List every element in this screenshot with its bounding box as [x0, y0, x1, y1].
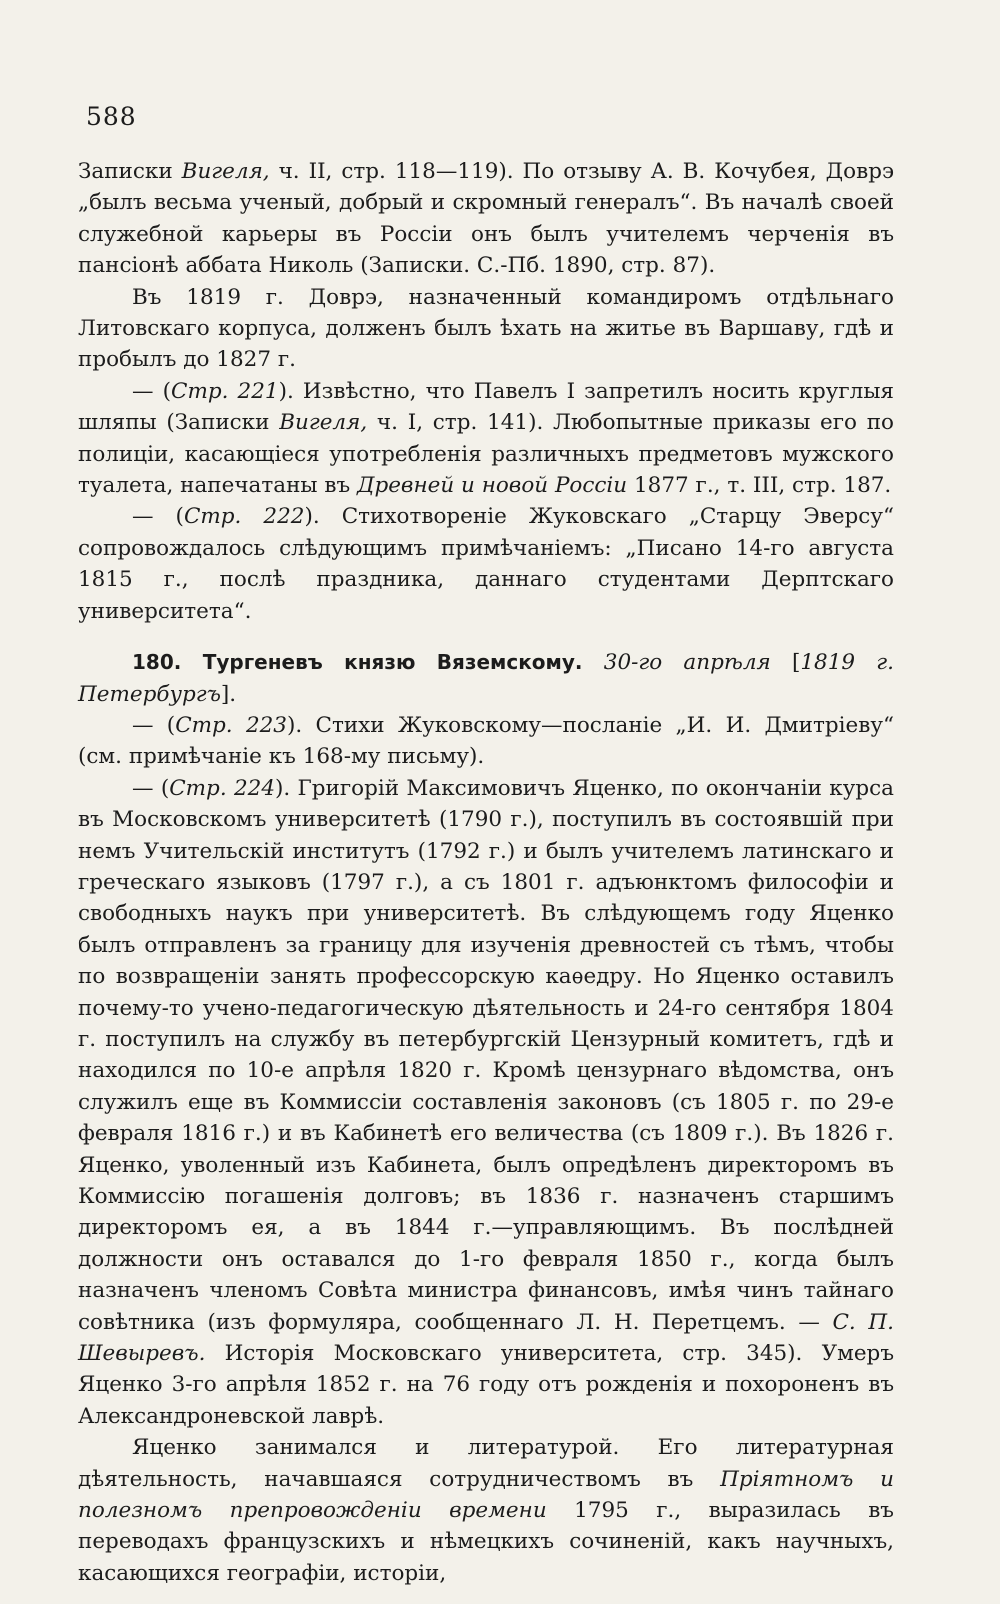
- body-text: [78, 156, 894, 1589]
- text-run: ].: [220, 681, 237, 707]
- paragraph: [78, 156, 894, 282]
- page-number: 588: [86, 102, 137, 131]
- text-run: Исторія Московскаго университета, стр. 345). Умеръ Яценко 3-го апрѣля 1852 г. на 76 году отъ рожденія и похороненъ въ Александроневской лаврѣ.: [78, 1341, 894, 1429]
- text-run: ). Стихи Жуковскому—посланіе „И. И. Дмитріеву“ (см. примѣчаніе къ 168-му письму).: [78, 712, 894, 770]
- text-run: [: [770, 650, 801, 676]
- italic-text: Стр. 221: [171, 378, 279, 404]
- paragraph: [78, 282, 894, 376]
- italic-text: Стр. 223: [175, 712, 287, 738]
- italic-text: 30-го апрѣля: [603, 650, 771, 676]
- text-run: ). Стихотвореніе Жуковскаго „Старцу Эверсу“ сопровождалось слѣдующимъ примѣчаніемъ: „Писано 14-го августа 1815 г., послѣ праздника, даннаго студентами Дерптскаго университета“.: [78, 504, 894, 624]
- text-run: ч. I, стр. 141). Любопытные приказы его по полиціи, касающіеся употребленія различныхъ предметовъ мужского туалета, напечатаны въ: [78, 410, 894, 499]
- text-run: 1795 г., выразилась въ переводахъ французскихъ и нѣмецкихъ сочиненій, какъ научныхъ, касающихся географіи, исторіи,: [78, 1498, 894, 1586]
- text-run: — (: [132, 712, 176, 738]
- italic-text: Вигеля,: [279, 410, 368, 436]
- letter-heading: 180. Тургеневъ князю Вяземскому.: [132, 650, 583, 675]
- italic-text: С. П. Шевыревъ.: [78, 1309, 894, 1367]
- paragraph: [78, 376, 894, 502]
- text-run: — (: [132, 504, 184, 530]
- text-run: 1877 г., т. III, стр. 187.: [627, 473, 892, 499]
- italic-text: Древней и новой Россіи: [356, 473, 628, 499]
- paragraph: [78, 710, 894, 773]
- paragraph: [78, 1432, 894, 1589]
- text-run: ч. II, стр. 118—119). По отзыву А. В. Кочубея, Доврэ „былъ весьма ученый, добрый и скромный генералъ“. Въ началѣ своей служебной карьеры въ Россіи онъ былъ учителемъ черченія въ пансіонѣ аббата Николь (Записки. С.-Пб. 1890, стр. 87).: [78, 159, 894, 279]
- text-run: [583, 650, 604, 675]
- paragraph: [78, 773, 894, 1433]
- text-run: — (: [132, 378, 171, 404]
- italic-text: Стр. 222: [183, 504, 305, 530]
- text-run: Яценко занимался и литературой. Его литературная дѣятельность, начавшаяся сотрудничествомъ въ: [78, 1435, 894, 1492]
- italic-text: 1819 г. Петербургъ: [78, 650, 894, 707]
- text-run: ). Григорій Максимовичъ Яценко, по окончаніи курса въ Московскомъ университетѣ (1790 г.), поступилъ въ состоявшій при немъ Учительскій институтъ (1792 г.) и былъ учителемъ латинскаго и греческаго языковъ (1797 г.), а съ 1801 г. адъюнктомъ философіи и свободныхъ наукъ при университетѣ. Въ слѣдующемъ году Яценко былъ отправленъ за границу для изученія древностей съ тѣмъ, чтобы по возвращеніи занять профессорскую каѳедру. Но Яценко оставилъ почему-то учено-педагогическую дѣятельность и 24-го сентября 1804 г. поступилъ на службу въ петербургскій Цензурный комитетъ, гдѣ и находился по 10-е апрѣля 1820 г. Кромѣ цензурнаго вѣдомства, онъ служилъ еще въ Коммиссіи составленія законовъ (съ 1805 г. по 29-е февраля 1816 г.) и въ Кабинетѣ его величества (съ 1809 г.). Въ 1826 г. Яценко, уволенный изъ Кабинета, былъ опредѣленъ директоромъ въ Коммиссію погашенія долговъ; въ 1836 г. назначенъ старшимъ директоромъ ея, а въ 1844 г.—управляющимъ. Въ послѣдней должности онъ оставался до 1-го февраля 1850 г., когда былъ назначенъ членомъ Совѣта министра финансовъ, имѣя чинъ тайнаго совѣтника (изъ формуляра, сообщеннаго Л. Н. Перетцемъ. —: [78, 775, 894, 1335]
- italic-text: Вигеля,: [181, 159, 270, 184]
- italic-text: Пріятномъ и полезномъ препровожденіи времени: [78, 1466, 894, 1524]
- section-heading: [78, 647, 894, 710]
- text-run: Записки: [78, 159, 182, 184]
- text-run: — (: [132, 775, 170, 801]
- text-run: ). Извѣстно, что Павелъ I запретилъ носить круглыя шляпы (Записки: [78, 378, 894, 436]
- paragraph: [78, 501, 894, 627]
- italic-text: Стр. 224: [169, 775, 276, 801]
- text-run: Въ 1819 г. Доврэ, назначенный командиромъ отдѣльнаго Литовскаго корпуса, долженъ былъ ѣхать на житье въ Варшаву, гдѣ и пробылъ до 1827 г.: [78, 284, 894, 373]
